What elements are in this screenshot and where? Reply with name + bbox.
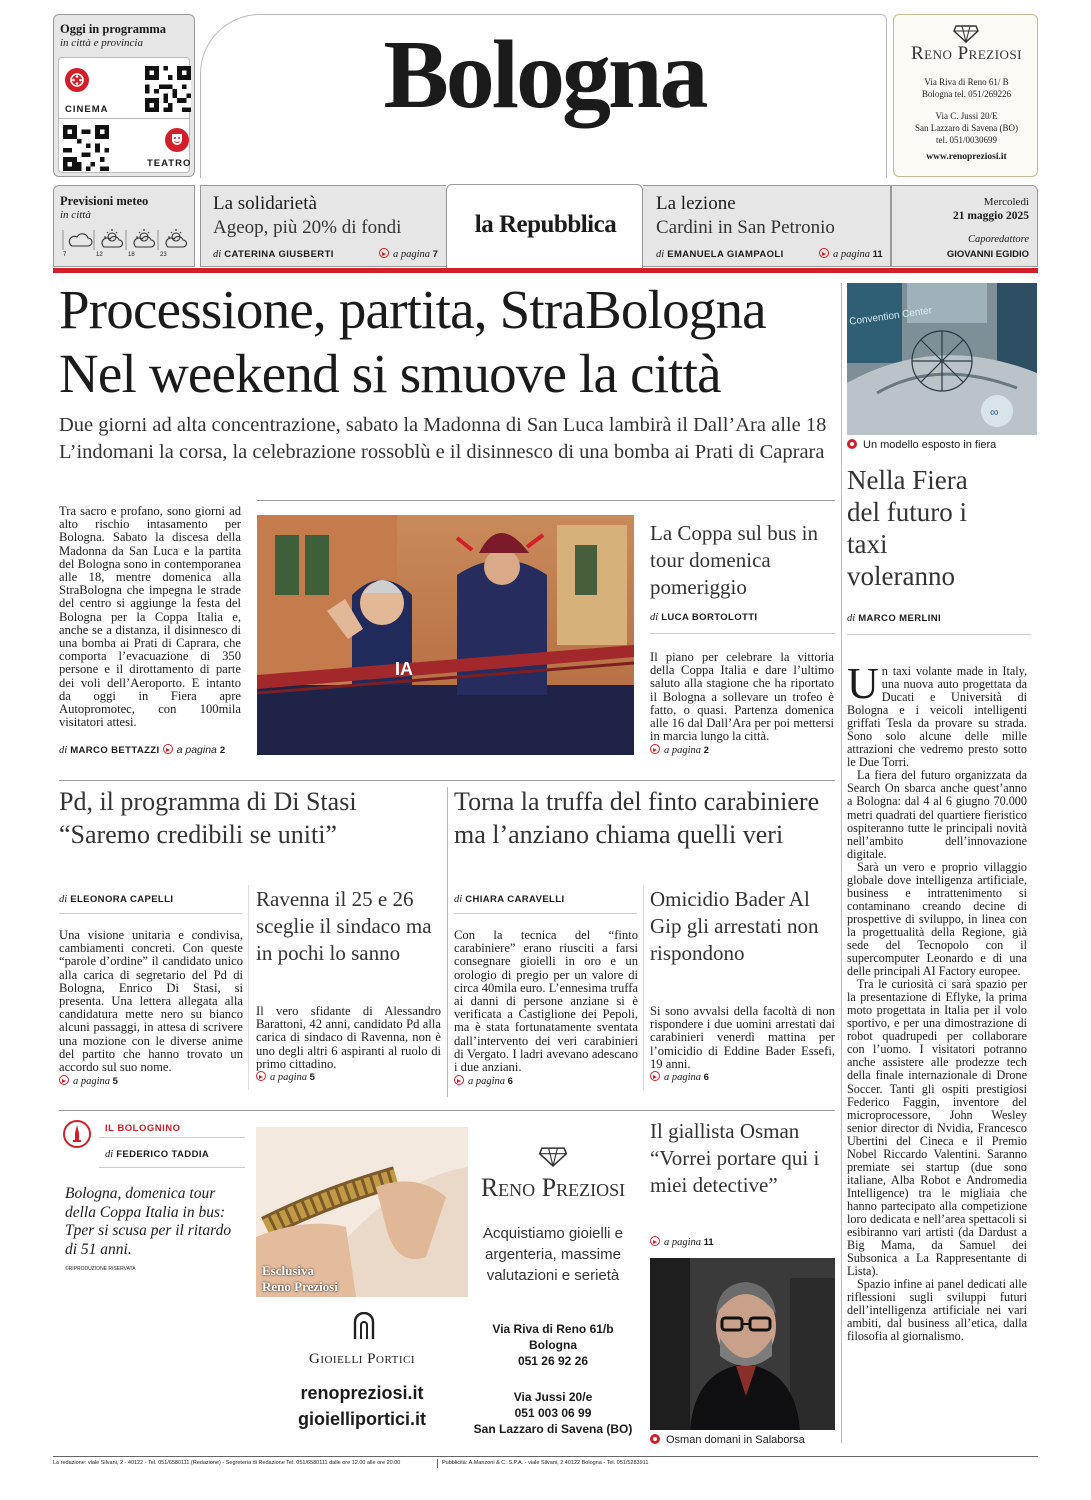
teatro-qr-icon[interactable] xyxy=(63,125,109,171)
footer-redazione: La redazione: viale Silvani, 2 - 40122 - Tel. 051/6580111 (Redazione) - Segreteria di Redazione Tel. 051/6580111 dalle ore 12.00 alle ore 20.00 xyxy=(53,1460,401,1466)
bolognino-label: IL BOLOGNINO xyxy=(105,1123,181,1134)
masthead-title: Bologna xyxy=(383,21,706,129)
pd-title-2[interactable]: “Saremo credibili se uniti” xyxy=(59,820,337,849)
omicidio-title[interactable]: Omicidio Bader Al Gip gli arrestati non rispondono xyxy=(650,887,819,965)
osman-photo xyxy=(650,1258,835,1430)
cinema-label[interactable]: CINEMA xyxy=(65,104,109,115)
bracelet-photo xyxy=(256,1127,468,1297)
teaser2-kicker: La lezione xyxy=(656,193,736,214)
svg-text:IA: IA xyxy=(395,659,413,679)
ad-mid-brand: Reno Preziosi xyxy=(480,1173,626,1202)
ad-mid-phone1: 051 26 92 26 xyxy=(517,1354,589,1368)
arrow-icon xyxy=(650,1071,660,1081)
meteo-box xyxy=(53,185,195,267)
teaser2-page[interactable]: a pagina 11 xyxy=(819,248,883,260)
ravenna-page[interactable]: a pagina 5 xyxy=(256,1071,315,1083)
omicidio-page[interactable]: a pagina 6 xyxy=(650,1071,709,1083)
arrow-icon xyxy=(59,1075,69,1085)
meteo-hour-1: 7 xyxy=(63,252,67,258)
truffa-body: Con la tecnica del “finto carabiniere” erano riusciti a farsi consegnare gioielli in oro e un orologio di pregio per un valore di circa 40mila euro. L’ennesima truffa ai danni di persone anziane si è verificata a Castiglione dei Pepoli, ma è stata fortunatamente sventata dall’intervento dei veri carabinieri di Vergato. I ladri avevano adescano i due anziani. xyxy=(454,928,638,1075)
arrow-icon xyxy=(256,1071,266,1081)
capo-label: Caporedattore xyxy=(967,234,1029,245)
omicidio-body: Si sono avvalsi della facoltà di non rispondere i due uomini arrestati dai carabinieri venerdì mattina per l’omicidio di Eddine Bader Essefi, 19 anni. xyxy=(650,1004,835,1071)
pd-byline: di ELEONORA CAPELLI xyxy=(59,894,174,905)
masthead-title-box xyxy=(200,14,887,178)
main-deck-2: L’indomani la corsa, la celebrazione rossoblù e il disinnesco di una bomba ai Prati di Caprara xyxy=(59,441,825,463)
truffa-page[interactable]: a pagina 6 xyxy=(454,1075,513,1087)
oggi-subtitle: in città e provincia xyxy=(60,37,143,49)
teaser2-title: Cardini in San Petronio xyxy=(656,217,835,238)
oggi-in-programma-box xyxy=(53,14,195,177)
ad-mid-city1: Bologna xyxy=(529,1338,577,1352)
weather-icons xyxy=(60,226,192,252)
arrow-icon xyxy=(650,744,660,754)
giallista-title[interactable]: Il giallista Osman “Vorrei portare qui i miei detective” xyxy=(650,1119,820,1197)
main-byline: di MARCO BETTAZZI a pagina 2 xyxy=(59,744,226,756)
oggi-title: Oggi in programma xyxy=(60,22,167,36)
red-rule xyxy=(53,268,1038,273)
osman-caption: Osman domani in Salaborsa xyxy=(650,1434,805,1446)
ad-top-address2: Via C. Jussi 20/E xyxy=(935,111,998,121)
ad-mid-phone2: 051 003 06 99 xyxy=(514,1406,592,1420)
teatro-icon[interactable] xyxy=(165,128,189,152)
camera-dot-icon xyxy=(650,1434,660,1444)
portici-icon xyxy=(353,1312,375,1340)
ad-mid-url2[interactable]: gioielliportici.it xyxy=(297,1409,426,1429)
fiera-photo-caption: Un modello esposto in fiera xyxy=(847,439,996,451)
arrow-icon xyxy=(650,1236,660,1246)
fiera-byline: di MARCO MERLINI xyxy=(847,613,941,624)
teaser-solidarieta[interactable] xyxy=(200,185,446,267)
ad-mid-portici: Gioielli Portici xyxy=(308,1351,416,1367)
ad-top-brand: Reno Preziosi xyxy=(910,43,1023,64)
diamond-icon xyxy=(953,25,979,43)
fiera-body: Un taxi volante made in Italy, una nuova auto progettata da Ducati e Università di Bologna e i veicoli intelligenti griffati Tesla da provare su strada. Sono solo alcune delle mille attrazioni che vedremo presto sotto le Due Torri. La fiera del futuro organizzata da Search On sbarca anche quest’anno a Bologna: dal 4 al 6 giugno 70.000 metri quadrati del quartiere fieristico ospiteranno tutte le principali novità nell’ambito dell’innovazione digitale. Sarà un vero e proprio villaggio globale dove intelligenza artificiale, business e intrattenimento si contaminano creando decine di prospettive di sviluppo, in linea con la progettualità della Regione, già sede del Tecnopolo con il supercomputer Leonardo e di una delle principali AI Factory europee. Tra le curiosità ci sarà spazio per la presentazione di Eflyke, la prima moto progettata in Italia per il volo sportivo, e per una dimostrazione di robot quadrupedi per collaborare con l’uomo. I visitatori potranno anche assistere alle prodezze tech della finale internazionale di Drone Soccer. Tanti gli ospiti prestigiosi Federico Faggin, inventore del microprocessore, John Wesley senior director di Nvidia, Francesco Ubertini del Cineca e il Premio Nobel Riccardo Valentini. Saranno premiate sei startup (due sono italiane, Alba Robot e Andromedia Intelligence) tra le migliaia che hanno partecipato alla competizione loro dedicata e nell’area spettacoli si esibiranno vari artisti (da Dardust a Big Mama, da Samuel dei Subsonica a La Rappresentante di Lista). Spazio infine ai panel dedicati alle riflessioni sugli sviluppi futuri dell’intelligenza artificiale nei vari ambiti, dal business all’etica, dalla filosofia al giornalismo. xyxy=(847,659,1027,1344)
bracelet-tag-1: Esclusiva xyxy=(262,1263,315,1278)
coppa-page[interactable]: a pagina 2 xyxy=(650,744,709,756)
main-headline-1[interactable]: Processione, partita, StraBologna xyxy=(59,279,766,340)
teatro-label[interactable]: TEATRO xyxy=(147,158,192,169)
main-headline-2[interactable]: Nel weekend si smuove la città xyxy=(59,343,721,404)
ad-top[interactable] xyxy=(893,14,1038,177)
ad-top-city2: San Lazzaro di Savena (BO) xyxy=(915,123,1018,133)
coppa-byline: di LUCA BORTOLOTTI xyxy=(650,612,758,623)
svg-text:∞: ∞ xyxy=(990,405,999,419)
dropcap: U xyxy=(847,659,879,708)
ravenna-title[interactable]: Ravenna il 25 e 26 sceglie il sindaco ma in pochi lo sanno xyxy=(256,887,432,965)
footer-pubblicita: Pubblicità: A.Manzoni & C. S.P.A. - viale Silvani, 2 40122 Bologna - Tel. 051/5283911 xyxy=(442,1460,649,1466)
main-deck-1: Due giorni ad alta concentrazione, sabato la Madonna di San Luca lambirà il Dall’Ara alle 18 xyxy=(59,414,827,436)
repubblica-logo: la Repubblica xyxy=(474,211,617,238)
teaser2-byline: di EMANUELA GIAMPAOLI xyxy=(656,249,784,260)
coppa-title[interactable]: La Coppa sul bus in tour domenica pomeriggio xyxy=(650,521,818,599)
truffa-byline: di CHIARA CARAVELLI xyxy=(454,894,565,905)
truffa-title-1[interactable]: Torna la truffa del finto carabiniere xyxy=(454,787,820,816)
bolognino-rights: ©RIPRODUZIONE RISERVATA xyxy=(65,1266,136,1272)
meteo-title: Previsioni meteo xyxy=(60,194,149,208)
repubblica-logo-box xyxy=(446,184,643,268)
teaser1-kicker: La solidarietà xyxy=(213,193,317,214)
ad-mid-slogan: Acquistiamo gioielli e argenteria, massime valutazioni e serietà xyxy=(482,1225,624,1284)
date-box xyxy=(891,185,1038,267)
ad-mid-address1: Via Riva di Reno 61/b xyxy=(492,1322,614,1336)
arrow-icon xyxy=(819,248,829,258)
capo-name: GIOVANNI EGIDIO xyxy=(946,249,1029,260)
truffa-title-2[interactable]: ma l’anziano chiama quelli veri xyxy=(454,820,784,849)
meteo-hour-4: 23 xyxy=(160,252,167,258)
camera-dot-icon xyxy=(847,439,857,449)
fiera-photo xyxy=(847,283,1037,435)
coppa-body: Il piano per celebrare la vittoria della Coppa Italia e dare l’ultimo saluto alla stagione che ha riportato il Bologna a sollevare un trofeo è fatto, o quasi. Partenza domenica alle 16 dal Dall’Ara per poi mettersi in marcia lungo la città. xyxy=(650,650,834,744)
bolognino-box xyxy=(59,1115,245,1285)
arrow-icon xyxy=(163,744,173,754)
ad-mid-address2: Via Jussi 20/e xyxy=(513,1390,593,1404)
oggi-inner xyxy=(58,57,190,173)
teaser1-byline: di CATERINA GIUSBERTI xyxy=(213,249,334,260)
ad-top-phone2: tel. 051/0030699 xyxy=(936,135,997,145)
bologna-celebration-photo xyxy=(257,515,634,755)
meteo-hour-3: 18 xyxy=(128,252,135,258)
arrow-icon xyxy=(379,248,389,258)
fiera-photo-sign: Convention Center xyxy=(848,305,933,328)
bolognino-text: Bologna, domenica tour della Coppa Italia in bus: Tper si scusa per il ritardo di 51 anni. xyxy=(65,1185,232,1258)
bolognino-byline: di FEDERICO TADDIA xyxy=(105,1149,210,1160)
ad-top-address1: Via Riva di Reno 61/ B xyxy=(924,77,1009,87)
bolognino-icon xyxy=(63,1120,91,1148)
date-day: Mercoledì xyxy=(983,196,1029,208)
ravenna-body: Il vero sfidante di Alessandro Barattoni, 42 anni, candidato Pd alla carica di sindaco di Ravenna, non è uno degli altri 6 aspiranti al ruolo di primo cittadino. xyxy=(256,1004,441,1071)
diamond-icon xyxy=(538,1147,568,1167)
fiera-title[interactable]: Nella Fiera del futuro i taxi voleranno xyxy=(847,465,968,591)
ad-top-url[interactable]: www.renopreziosi.it xyxy=(926,152,1007,162)
teaser-lezione[interactable] xyxy=(643,185,891,267)
pd-title-1[interactable]: Pd, il programma di Di Stasi xyxy=(59,787,357,816)
bracelet-tag-2: Reno Preziosi xyxy=(262,1279,338,1294)
main-body: Tra sacro e profano, sono giorni ad alto rischio intasamento per Bologna. Sabato la discesa della Madonna da San Luca e la partita del Bologna sono in contemporanea alle 18, mentre domenica alla StraBologna che impegna le strade del centro si aggiunge la festa del Bologna per la Coppa Italia e, anche se a distanza, il disinnesco di una bomba ai Prati di Caprara, che comporta l’evacuazione di 350 persone e il dirottamento di parte dei voli dell’Aeroporto. E intanto da oggi in Fiera apre Autopromotec, con 100mila visitatori attesi. xyxy=(59,504,241,730)
ad-reno-preziosi[interactable] xyxy=(256,1127,638,1443)
ad-top-phone1: Bologna tel. 051/269226 xyxy=(921,89,1012,99)
meteo-subtitle: in città xyxy=(60,209,91,221)
pd-page[interactable]: a pagina 5 xyxy=(59,1075,118,1087)
teaser1-page[interactable]: a pagina 7 xyxy=(379,248,438,260)
giallista-page[interactable]: a pagina 11 xyxy=(650,1236,714,1248)
pd-body: Una visione unitaria e condivisa, cambiamenti concreti. Con queste “parole d’ordine” il candidato unico alla carica di segretario del Pd di Bologna, Enrico Di Stasi, si presenta. Una lettera allegata alla candidatura mette nero su bianco alcuni passaggi, in attesa di scrivere una mozione con le diverse anime del partito che hanno trovato un accordo sul suo nome. xyxy=(59,928,243,1075)
meteo-hour-2: 12 xyxy=(96,252,103,258)
teaser1-title: Ageop, più 20% di fondi xyxy=(213,217,402,238)
cinema-qr-icon[interactable] xyxy=(145,66,191,112)
arrow-icon xyxy=(454,1075,464,1085)
ad-mid-url1[interactable]: renopreziosi.it xyxy=(300,1383,424,1403)
cinema-icon[interactable] xyxy=(65,68,89,92)
ad-mid-city2: San Lazzaro di Savena (BO) xyxy=(473,1422,633,1436)
date: 21 maggio 2025 xyxy=(952,210,1029,222)
